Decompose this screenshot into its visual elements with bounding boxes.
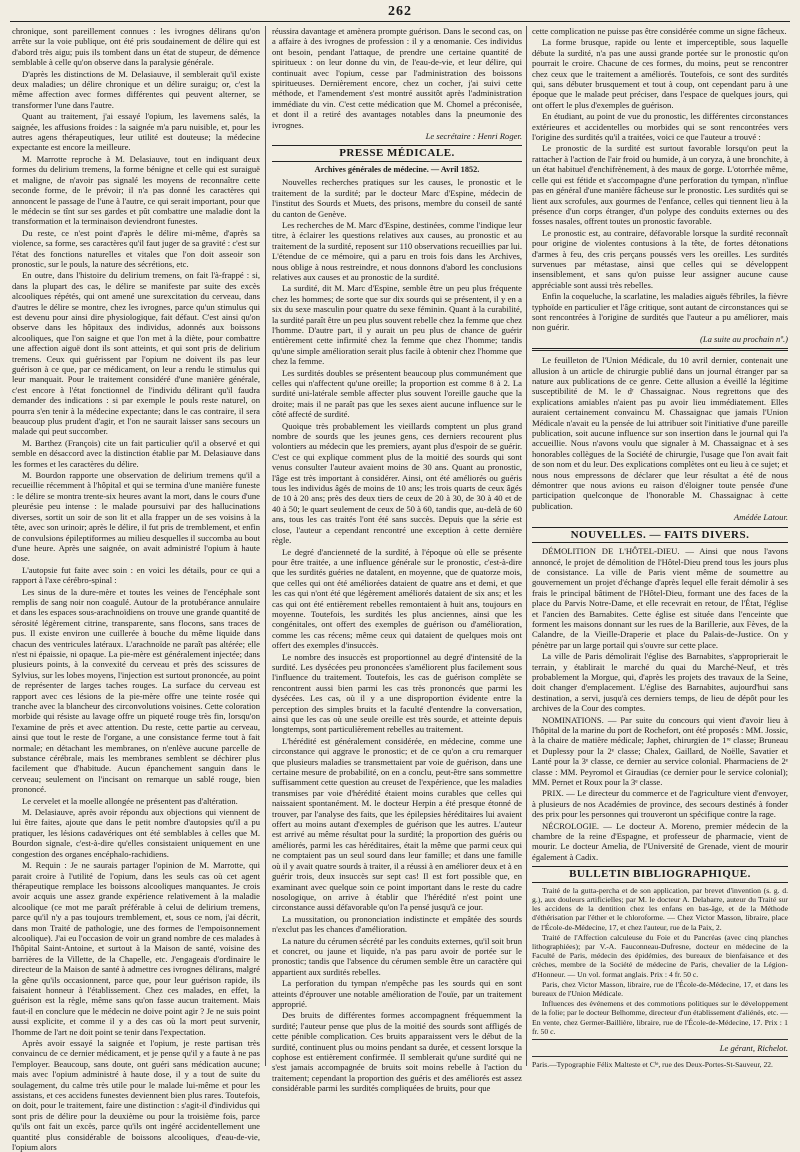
bibliography-heading: BULLETIN BIBLIOGRAPHIQUE. bbox=[532, 866, 788, 882]
press-article bbox=[272, 177, 522, 1093]
bibliography-items bbox=[532, 886, 788, 1036]
paragraph: Le degré d'ancienneté de la surdité, à l'époque où elle se présente pour être traitée, a une influence générale sur le pronostic, c'est-à-dire que les surdités guéries ne datalent, en moyenne, que de quatorze mois, que celles qui ont été améliorées dataient de quatre ans et demi, et que les cas qui n'ont été que légèrement améliorés dataient de six ans; et les cas qui ont été entièrement rebelles remontaient à huit ans, toujours en moyenne. Toutefois, les surdités les plus anciennes, ainsi que les congénitales, ont offert des exemples de guérison ou d'amélioration, comme les cas récens; même ceux qui dataient de quelques mois ont offert des exemples d'insuccès. bbox=[272, 546, 522, 651]
paragraph: En étudiant, au point de vue du pronostic, les différentes circonstances extérieures et accidentelles ou morbides qui se sont rencontrées vers l'origine des surdités qu'il a traitées, voici ce que l'auteur a trouvé : bbox=[532, 111, 788, 143]
page-number: 262 bbox=[388, 4, 412, 19]
paragraph: cette complication ne puisse pas être considérée comme un signe fâcheux. bbox=[532, 26, 787, 36]
paragraph: Enfin la coqueluche, la scarlatine, les maladies aiguës fébriles, la fièvre typhoïde en particulier et l'âge critique, sont autant de circonstances qui se sont rencontrées à l'origine de surdités que l'auteur a pu améliorer, mais non guérir. bbox=[532, 291, 788, 333]
society-report-end bbox=[272, 26, 522, 130]
paragraph: Le cervelet et la moelle allongée ne présentent pas d'altération. bbox=[22, 795, 238, 806]
paragraph: Des bruits de différentes formes accompagnent fréquemment la surdité; l'auteur pense que plus de la moitié des sourds sont affligés de cette pénible complication. Ces bruits apparaissent vers le début de la surdité, continuent plus ou moins pendant sa durée, et cessent lorsque la cophose est entièrement confirmée. Il semblerait qu'une surdité qui ne s'est jamais accompagnée de bruits soit moins rebelle à l'action du traitement; cependant la proportion des guéris et des améliorés est assez considérable parmi les surdités compliquées de bruits, pour que bbox=[272, 1010, 522, 1094]
paragraph: M. Barthez (François) cite un fait particulier qu'il a observé et qui semble en désaccord avec la distinction établie par M. Delasiauve dans les formes et les caractères du délire. bbox=[12, 437, 260, 469]
paragraph: Nouvelles recherches pratiques sur les causes, le pronostic et le traitement de la surdité; par le docteur Marc d'Espine, médecin de l'institut des Sourds et Muets, des prisons, membre du conseil de santé du canton de Genève. bbox=[272, 177, 522, 219]
paragraph: La perforation du tympan n'empêche pas les sourds qui en sont atteints d'éprouver une notable amélioration de l'ouïe, par un traitement approprié. bbox=[272, 978, 522, 1009]
paragraph: L'hérédité est généralement considérée, en médecine, comme une circonstance qui aggrave le pronostic; et de ce qu'on a cru remarquer que plusieurs maladies se transmettaient par voie de guérison, dans une certaine mesure de probabilité, on en a conclu, peut-être sans sommettre suffisamment cette question au creuset de l'expérience, que les maladies transmises par voie d'hérédité étaient moins curables que celles qui naissaient spontanément. M. le docteur Herpin a été presque étonné de trouver, par l'analyse des faits, que les épilepsies héréditaires lui avaient offert au moins autant d'exemples de guérison que les autres. L'auteur est arrivé au même résultat pour la surdité; la proportion des guéris ou améliorés, parmi les cas héréditaires, était la même que parmi ceux qui ne comptaient pas un seul sourd dans leur famille; et dans une famille où il y avait quatre sourds à traiter, il a réussi à en améliorer deux et à en guérir trois, deux insuccès sur sept cas! Il est fort possible que, en examinant avec quelque soin ce point important dans le reste du cadre nosologique, on arrive à établir que l'hérédité n'est point une circonstance aussi défavorable qu'on l'a pensé jusqu'à ce jour. bbox=[272, 735, 522, 913]
column-right bbox=[532, 26, 788, 1076]
paragraph: Le nombre des insuccès est proportionnel au degré d'intensité de la surdité. Les dysécées peu prononcées s'améliorent plus facilement sous l'influence du traitement. Toutefois, les cas de guérison complète se rencontrent aussi bien parmi les cas très prononcés que parmi les dysécées. Les cas, où il y a une disproportion évidente entre la perception des simples bruits et la faculté d'entendre la conversation, ainsi que les cas où une seule oreille est très sourde, et atteinte depuis longtemps, sont particulièrement rebelles au traitement. bbox=[272, 651, 522, 735]
paragraph: La mussitation, ou prononciation indistincte et empâtée des sourds n'exclut pas les chances d'amélioration. bbox=[272, 913, 522, 935]
column-divider bbox=[265, 26, 266, 1066]
paragraph: Le feuilleton de l'Union Médicale, du 10 avril dernier, contenait une allusion à un article de chirurgie publié dans un journal étranger par sa nature aux publications de ce genre. Cette allusion a éveillé la légitime susceptibilité de M. le dʳ Chassaignac. Nous regrettons que des explications amiables n'aient pas pu avoir lieu immédiatement. Elles auraient certainement convaincu M. Chassaignac que jamais l'Union Médicale n'avait eu la pensée de lui attribuer soit l'initiative d'une pareille publication, soit aucune influence sur son insertion dans le journal qui l'a accueillie. Nous n'avons voulu que signaler à M. Chassaignac et à ses honorables collègues de la Société de chirurgie, l'usage que l'on avait fait de son nom et du leur. Des explications complètes ont eu lieu à ce sujet; et nous nous empressons de déclarer que leur résultat a été de nous démontrer que nous avions eu raison d'éloigner toute pensée d'une participation quelconque de l'honorable M. Chassaignac à cette publication. bbox=[532, 355, 788, 511]
paragraph: La surdité, dit M. Marc d'Espine, semble être un peu plus fréquente chez les hommes; de sorte que sur dix sourds qui se présentent, il y en a six du sexe masculin pour quatre du sexe féminin. Quant à la curabilité, la surdité paraît être un peu plus souvent rebelle chez la femme que chez l'homme. D'autre part, il y aurait un peu plus de chance de guérir entièrement cette infirmité chez la femme que chez l'homme; tandis qu'une simple amélioration serait plus facile à obtenir chez l'homme que chez la femme. bbox=[272, 283, 522, 367]
paragraph: NÉCROLOGIE. — Le docteur A. Moreno, premier médecin de la chambre de la reine d'Espagne, et professeur de pharmacie, vient de mourir. Le docteur Amelia, de l'Université de Grenade, vient de mourir également à Cadix. bbox=[532, 820, 788, 862]
column-divider bbox=[526, 26, 527, 1066]
paragraph: DÉMOLITION DE L'HÔTEL-DIEU. — Ainsi que nous l'avons annoncé, le projet de démolition de l'Hôtel-Dieu prend tous les jours plus de consistance. La ville de Paris vient même de soumettre au gouvernement un projet d'échange d'après lequel elle ferait démolir à ses frais le principal bâtiment de l'Hôtel-Dieu, formant une des faces de la place du Parvis Notre-Dame, et elle recevrait en retour, de l'État, l'église et l'ancien des Barnabites. Cette église est située dans l'enceinte que forment les maisons donnant sur les rues de la Barillerie, aux Fèves, de la Calandre, de la Vieille-Draperie et place du Palais-de-Justice. On y pénètre par un large portail qui s'ouvre sur cette place. bbox=[532, 546, 788, 650]
paragraph: Quant au traitement, j'ai essayé l'opium, les lavemens salés, la saignée, les affusions froides : la saignée m'a paru nuisible, et, pour les autres agens thérapeutiques, leur utilité est douteuse; la médecine expectante est encore la meilleure. bbox=[12, 111, 260, 153]
paragraph: Traité de la gutta-percha et de son application, par brevet d'invention (s. g. d. g.), aux douleurs artificielles; par M. le docteur A. Delabarre, auteur du Traité sur les accidens de la dentition chez les enfans en bas-âge, et de la Méthode d'éthérisation par l'éther et le chloroforme. — Chez Victor Masson, libraire, place de l'École-de-Médecine, 17, et chez l'auteur, rue de la Paix, 2. bbox=[532, 885, 788, 932]
column-middle bbox=[272, 26, 522, 1094]
paragraph: réussira davantage et amènera prompte guérison. Dans le second cas, on a affaire à des ivrognes de profession : il y a œnomanie. Ces individus ont besoin, pendant l'attaque, de prendre une certaine quantité de spiritueux : on leur donne du vin, de l'eau-de-vie, et leur délire, qui continuait avec l'opium, cesse par l'administration des boissons spiritueuses. Dernièrement encore, chez un cocher, j'ai suivi cette méthode, et l'amendement s'est montré aussitôt après l'administration immédiate du vin. C'est cette médication que M. Chomel a préconisée, et dont il a retiré des avantages notables dans la pneumonie des ivrognes. bbox=[272, 26, 522, 130]
paragraph: Le pronostic est, au contraire, défavorable lorsque la surdité reconnaît pour origine de violentes contusions à la tête, de fortes détonations d'armes à feu, des cris perçans poussés vers les oreilles. Les surdités survenues par métastase, ainsi que celles qui se développent insensiblement, et sans qu'on puisse leur assigner aucune cause appréciable sont aussi très rebelles. bbox=[532, 227, 788, 290]
paragraph: M. Delasiauve, après avoir répondu aux objections qui viennent de lui être faites, ajoute que dans le petit nombre d'autopsies qu'il a pu pratiquer, les lésions cadavériques ont été semblables à celles que M. Bourdon signale, c'est-à-dire qu'elles consistaient uniquement en une congestion des organes encéphalo-rachidiens. bbox=[12, 807, 260, 859]
top-rule bbox=[10, 21, 790, 22]
manager-signature: Le gérant, Richelot. bbox=[719, 1042, 788, 1053]
paragraph: M. Bourdon rapporte une observation de delirium tremens qu'il a recueillie récemment à l'hôpital et qui se termina d'une manière funeste : le délire se montra trente-six heures avant la mort, dans le cours d'une pleurésie peu intense : le malade poursuivi par des hallucinations diverses, sortit un soir de son lit et alla frapper un de ses voisins à la tête, avec son urinoir; après le délire, il fut pris de tremblement, et enfin de convulsions épileptiformes au milieu desquelles il succomba au bout d'une heure. Après une saignée, on avait administré l'opium à haute dose. bbox=[12, 470, 260, 564]
paragraph: PRIX. — Le directeur du commerce et de l'agriculture vient d'envoyer, à plusieurs de nos Académies de province, des secours destinés à fonder des prix pour les personnes qui trouveront un spécifique contre la rage. bbox=[532, 788, 788, 820]
paragraph: L'autopsie fut faite avec soin : en voici les détails, pour ce qui a rapport à l'axe cérébro-spinal : bbox=[12, 564, 260, 586]
paragraph: D'après les distinctions de M. Delasiauve, il semblerait qu'il existe deux maladies; un délire chronique et un délire suraigu; or, c'est la même affection avec formes différentes qui peuvent alterner, se transformer l'une dans l'autre. bbox=[12, 68, 260, 110]
paragraph: Les surdités doubles se présentent beaucoup plus communément que celles qui n'affectent qu'une oreille; la proportion est comme 8 à 2. La surdité uni-latérale semble affecter plus souvent l'oreille gauche que la droite; mais il ne paraît pas que les sexes aient aucune influence sur le côté affecté de surdité. bbox=[272, 367, 522, 420]
paragraph: Les sinus de la dure-mère et toutes les veines de l'encéphale sont remplis de sang noir non coagulé. Autour de la protubérance annulaire et dans les espaces sous-arachnoïdiens on trouve une grande quantité de sérosité légèrement citrine, transparente, sans flocons, sans traces de pus. Il existe environ une cuillerée à bouche du même liquide dans chacun des ventricules latéraux. L'arachnoïde ne paraît pas altérée; elle n'est ni épaissie, ni opaque. La pie-mère est généralement injectée; dans plusieurs points, à la convexité du cerveau et près des scissures de Sylvius, sur les lobes moyens, l'injection est surtout prononcée, au point de représenter de larges taches rouges. La surface du cerveau est rapport avec ces lésions de la pie-mère offre une teinte rosée qui tranche avec la blancheur des circonvolutions voisines. Cette coloration morbide qui résiste au lavage offre un piqueté rouge très fin, lorsqu'on l'examine de près et avec attention. Du reste, cette partie au cerveau, ainsi que tout le reste de l'organe, a une consistance ferme tout à fait normale; en détachant les membranes, on n'enlève aucune parcelle de substance cérébrale, mais les membranes semblent se déchirer plus facilement que d'habitude. Aucun épanchement sanguin dans le cerveau; seulement on l'incisant on remarque un sablé rouge, bien prononcé. bbox=[12, 586, 260, 795]
to-be-continued: (La suite au prochain nº.) bbox=[699, 333, 788, 344]
paragraph: La forme brusque, rapide ou lente et imperceptible, sous laquelle débute la surdité, n'a pas une aussi grande portée sur le pronostic qu'on pourrait le croire. Chacune de ces formes, du moins, peut se rencontrer chez ceux que le traitement a améliorés. Toutefois, ce sont des surdités qui, sans débuter brusquement et tout à coup, ont cependant paru à une époque que le malade peut préciser, dans l'espace de quelques jours, qui ont offert le plus d'exemples de guérison. bbox=[532, 37, 788, 110]
news-items bbox=[532, 546, 788, 862]
paragraph: chronique, sont pareillement connues : les ivrognes délirans qu'on arrête sur la voie publique, ont été pris soudainement de délire qui est d'abord très aigu; puis ils tombent dans un état de stupeur, de démence semblable à celle qu'on observe dans la paralysie générale. bbox=[12, 26, 260, 68]
paragraph: Après avoir essayé la saignée et l'opium, je reste partisan très convaincu de ce dernier médicament, et je pense qu'il y a faute à ne pas l'employer. Beaucoup, sans doute, ont guéri sans médication aucune; mais avec l'opium administré à haute dose, il y a tout de suite du soulagement, du calme très utile pour le malade lui-même et pour les assistans, et ces accidens funestes deviennent bien plus rares. Toutefois, on doit, pour le traitement, faire une distinction : s'agit-il d'individus qui sont pris de délire pour la deuxième ou pour la troisième fois, parce qu'ils ont fait un excès, parce qu'ils ont ingéré accidentellement une quantité plus considérable de boissons alcooliques, d'eau-de-vie, l'opium alors bbox=[12, 1038, 260, 1152]
paragraph: Du reste, ce n'est point d'après le délire mi-même, d'après sa violence, sa forme, ses caractères qu'il faut juger de sa gravité : c'est sur l'état des fonctions naturelles et vitales que l'on doit asseoir son pronostic, sur le pouls, la nature des sécrétions, etc. bbox=[12, 227, 260, 269]
press-subheading: Archives générales de médecine. — Avril 1852. bbox=[314, 164, 480, 174]
paragraph: La nature du cérumen sécrété par les conduits externes, qu'il soit brun et concret, ou jaune et liquide, n'a pas paru avoir de portée sur le pronostic; tandis que l'absence du cérumen semble être un caractère qui appartient aux surdités rebelles. bbox=[272, 935, 522, 977]
column-left bbox=[12, 26, 260, 1152]
separator bbox=[532, 1039, 788, 1040]
paragraph: En outre, dans l'histoire du delirium tremens, on fait l'à-frappé : si, dans la plupart des cas, le délire se manifeste par suite des excès alcooliques répétés, qui ont amené une surexcitation du cerveau, dans d'autres le délire se montre, chez les ivrognes, parce qu'un stimulus qui est devenu pour ainsi dire physiologique, fait défaut. C'est ainsi qu'on observe dans les hôpitaux des individus, adonnés aux boissons alcooliques, que l'on saigne et que l'on met à la diète, pour combattre une affection aiguë dont ils sont atteints, et qui sont pris de delirium tremens. Ceux qui guérissent par l'opium ne doivent ils pas leur guérison à ce que, par ce médicament, on leur a rendu le stimulus qui leur manquait. Pour le traitement considéré d'une manière générale, c'est encore à l'état fonctionnel de l'individu délirant qu'il faudra demander des indications : si par exemple le pouls reste naturel, on pourra s'en tenir à la médecine expectante; dans le cas contraire, il sera beaucoup plus prudent d'agir, et l'on ne saurait laisser sans secours un malade qui peut succomber. bbox=[12, 270, 260, 437]
feuilleton-signature: Amédée Latour. bbox=[734, 512, 788, 523]
press-article-continued bbox=[532, 26, 788, 333]
paragraph: NOMINATIONS. — Par suite du concours qui vient d'avoir lieu à l'hôpital de la marine du port de Rochefort, ont été proposés : MM. Jossic, à la chaire de matière médicale; Japhet, chirurgien de 1ʳᵉ classe; Bruneau et Duplessy pour la 2ᵉ classe; Chalex, Gaillard, de Noëlle, Savatier et Lanté pour la 3ᵉ classe, ce dernier au service colonial. Pharmaciens de 2ᵉ classe : MM. Peyromol et Giraudias (ce dernier pour le service colonial); MM. Pernet et Roux pour la 3ᵉ classe. bbox=[532, 714, 788, 788]
printer-imprint: Paris.—Typographie Félix Malteste et Cⁱᵉ, rue des Deux-Portes-St-Sauveur, 22. bbox=[532, 1060, 773, 1070]
paragraph: Traité de l'Affection calculeuse du Foie et du Pancréas (avec cinq planches lithographiées); par V.-A. Fauconneau-Dufresne, docteur en médecine de la Faculté de Paris, médecin des épidémies, des bureaux de bienfaisance et des crèches, membre de la Société de médecine de Paris, chevalier de la Légion-d'Honneur. — Un vol. format anglais. Prix : 4 fr. 50 c. bbox=[532, 932, 788, 979]
feuilleton-note bbox=[532, 355, 788, 511]
paragraph: La ville de Paris démolirait l'église des Barnabites, s'approprierait le terrain, y établirait le marché du quai du Marché-Neuf, et très probablement la Morgue, qui, d'après les projets des travaux de la Seine, doit changer d'emplacement. L'église des Barnabites, aujourd'hui sans destination, a servi, jusqu'à ces derniers temps, de lieu de dépôt pour les archives de la Cour des comptes. bbox=[532, 651, 788, 714]
secretary-signoff: Le secrétaire : Henri Roger. bbox=[425, 131, 522, 142]
paragraph: M. Requin : Je ne saurais partager l'opinion de M. Marrotte, qui parait croire à l'utilité de l'opium, dans les seuls cas où cet agent thérapeutique remplace les boissons alcooliques manquantes. Je crois avoir acquis une assez grande expérience relativement à la maladie alcoolique (ce mot me paraît préférable à celui de delirium tremens, parce qu'il n'y a pas toujours tremblement, et, sous ce nom, j'ai décrit, dans mon Traité de pathologie, une des formes de l'empoisonnement alcoolique). J'ai eu l'occasion de voir un grand nombre de ces malades à l'hôpital Saint-Antoine, et surtout à la Maison de santé, voisine des barrières de la Villette, de la Chapelle, etc. J'engageais d'ordinaire le directeur de la Maison de santé à admettre ces ivrognes délirans, malgré la gêne qu'ils occasionnent, parce que, pour leur guérison rapide, ils faisaient honneur à l'établissement. Chez ces malades, en effet, la guérison est la règle, même sans qu'on fasse aucun traitement. Mais faut-il en conclure que le médecin ne doive point agir ? Je ne suis point aussi explicite, et comme il y a des cas où la mort peut survenir, l'homme de l'art ne doit point se tenir dans l'expectation. bbox=[12, 860, 260, 1037]
paragraph: Les recherches de M. Marc d'Espine, destinées, comme l'indique leur titre, à éclairer les questions relatives aux causes, au pronostic et au traitement de la surdité, reposent sur 110 observations recueillies par lui. L'étendue de ce mémoire, qui a paru en trois fois dans les Archives, nous oblige à nous restreindre, et nous donnons d'abord les conclusions relatives aux causes et au pronostic de la surdité. bbox=[272, 219, 522, 282]
press-heading: PRESSE MÉDICALE. bbox=[272, 145, 522, 161]
separator bbox=[532, 348, 788, 351]
paragraph: Paris, chez Victor Masson, libraire, rue de l'École-de-Médecine, 17, et dans les bureaux de l'Union Médicale. bbox=[532, 979, 788, 998]
paragraph: Le pronostic de la surdité est surtout favorable lorsqu'on peut la rattacher à l'action de l'air froid ou humide, à un coryza, à une bronchite, à un état habituel d'enchifrènement, à des maux de gorge. L'otorrhée même, celle qui est fétide et s'accompagne d'une perforation du tympan, n'influe pas en général d'une manière fâcheuse sur le pronostic. Les surdités qui se lient aux scrofules, aux gourmes de l'enfance, celles qui tiennent lieu à la présence d'un corps étranger, d'un polype des conduits externes ou des fosses nasales, offrent toutes un pronostic favorable. bbox=[532, 143, 788, 227]
paragraph: M. Marrotte reproche à M. Delasiauve, tout en indiquant deux formes du delirium tremens, la forme bénigne et celle qui est suraiguë et maligne, de n'avoir pas signalé les moyens de reconnaître cette seconde forme, de le prévoir; il n'a pas donné les caractères qui annoncent le passage de l'une à l'autre, ce qui serait important, pour que le médecin se tînt sur ses gardes et pût combattre une maladie dont la transformation et la terminaison deviendront funestes. bbox=[12, 153, 260, 227]
separator bbox=[532, 1056, 788, 1057]
paragraph: Quoique très probablement les vieillards comptent un plus grand nombre de sourds que les jeunes gens, ces derniers recourent plus volontiers au médecin que les premiers, ayant plus d'espoir de se guérir. C'est ce qui explique comment plus de la moitié des sourds qui sont venus consulter l'auteur avaient moins de 30 ans. Quant au pronostic, l'âge est très important à considérer. Ainsi, ont été améliorés ou guéris tous les individus âgés de moins de 10 ans; les trois quarts de ceux âgés de 10 à 20 ans; près des deux tiers de ceux de 20 à 30, de 30 à 40 et de 40 à 50; le quart seulement de ceux de 50 à 60, tandis que, au-delà de 60 ans, tous les cas traités l'ont été sans succès. Depuis que la série est close, l'auteur a cependant rencontré une exception à cette dernière règle. bbox=[272, 420, 522, 546]
paragraph: Influences des événemens et des commotions politiques sur le développement de la folie; par le docteur Belhomme, directeur d'un établissement d'aliénés, etc. — En vente, chez Germer-Baillière, libraire, rue de l'École-de-Médecine, 17. Prix : 1 fr. 50 c. bbox=[532, 999, 788, 1036]
news-heading: NOUVELLES. — FAITS DIVERS. bbox=[532, 527, 788, 543]
